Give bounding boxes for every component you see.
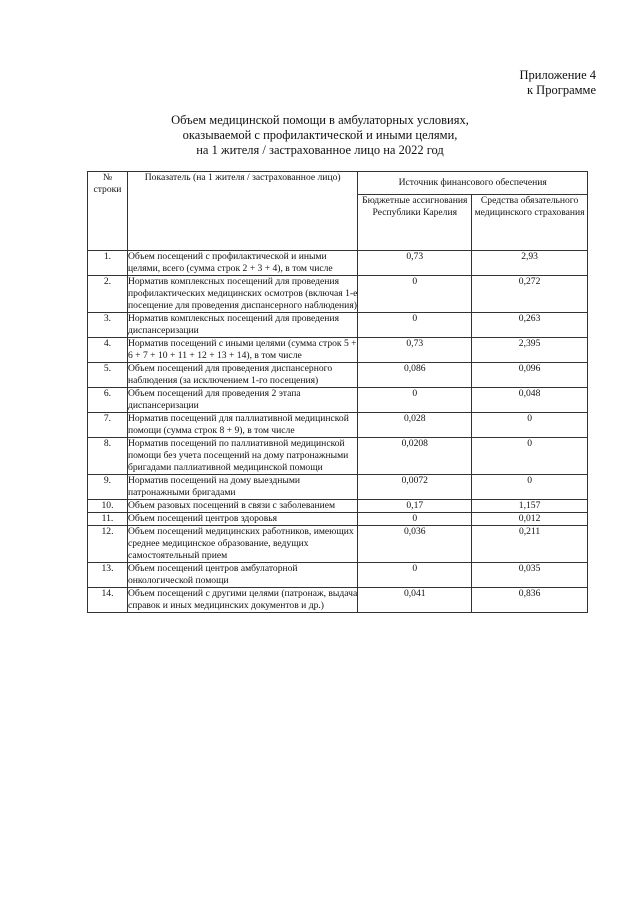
row-indicator: Объем посещений центров амбулаторной онкологической помощи (127, 563, 357, 588)
table-row (88, 438, 588, 475)
row-number: 6. (88, 388, 128, 413)
row-budget-value: 0 (358, 388, 472, 413)
row-indicator: Объем посещений для проведения диспансерного наблюдения (за исключением 1-го посещения) (127, 363, 357, 388)
row-budget-value: 0,17 (358, 500, 472, 513)
row-oms-value: 0,211 (472, 526, 588, 563)
row-oms-value: 0 (472, 475, 588, 500)
row-number: 5. (88, 363, 128, 388)
title-line-2: оказываемой с профилактической и иными целями, (182, 128, 458, 142)
row-budget-value: 0,086 (358, 363, 472, 388)
row-number: 13. (88, 563, 128, 588)
row-number: 10. (88, 500, 128, 513)
row-budget-value: 0,73 (358, 338, 472, 363)
row-oms-value: 0,012 (472, 513, 588, 526)
row-budget-value: 0 (358, 513, 472, 526)
row-oms-value: 0,096 (472, 363, 588, 388)
header-row-number: № строки (88, 172, 128, 251)
appendix-line-2: к Программе (526, 83, 596, 97)
table-row (88, 475, 588, 500)
table-row (88, 513, 588, 526)
row-budget-value: 0,0208 (358, 438, 472, 475)
row-number: 7. (88, 413, 128, 438)
row-number: 2. (88, 276, 128, 313)
row-number: 4. (88, 338, 128, 363)
row-indicator: Норматив комплексных посещений для проведения профилактических медицинских осмотров (включая 1-е посещение для проведения диспансерного наблюдения) (127, 276, 358, 311)
table-row (88, 313, 588, 338)
document-title (0, 113, 640, 158)
row-oms-value: 0 (472, 438, 588, 475)
table-row (88, 500, 588, 513)
row-budget-value: 0 (358, 313, 472, 338)
table-header (88, 172, 588, 251)
row-number: 3. (88, 313, 128, 338)
row-budget-value: 0,041 (358, 588, 472, 613)
row-indicator: Объем посещений медицинских работников, имеющих среднее медицинское образование, ведущих самостоятельный прием (127, 526, 357, 563)
header-oms: Средства обязательного медицинского страхования (472, 195, 588, 251)
row-budget-value: 0,0072 (358, 475, 472, 500)
row-budget-value: 0,73 (358, 251, 472, 276)
row-indicator: Норматив посещений для паллиативной медицинской помощи (сумма строк 8 + 9), в том числе (127, 413, 357, 438)
row-number: 9. (88, 475, 128, 500)
row-budget-value: 0 (358, 563, 472, 588)
row-number: 1. (88, 251, 128, 276)
row-oms-value: 0,048 (472, 388, 588, 413)
row-oms-value: 1,157 (472, 500, 588, 513)
row-indicator: Норматив посещений на дому выездными патронажными бригадами (127, 475, 357, 500)
row-indicator: Объем посещений для проведения 2 этапа диспансеризации (127, 388, 357, 413)
row-oms-value: 2,93 (472, 251, 588, 276)
table-body (88, 251, 588, 613)
row-budget-value: 0,028 (358, 413, 472, 438)
row-oms-value: 0,035 (472, 563, 588, 588)
row-number: 8. (88, 438, 128, 475)
row-number: 14. (88, 588, 128, 613)
row-indicator: Объем посещений центров здоровья (127, 513, 357, 526)
header-budget: Бюджетные ассигнования Республики Карелия (358, 195, 472, 251)
row-oms-value: 0,272 (472, 276, 588, 313)
row-number: 11. (88, 513, 128, 526)
table-row (88, 413, 588, 438)
row-oms-value: 0,263 (472, 313, 588, 338)
row-indicator: Объем посещений с профилактической и иными целями, всего (сумма строк 2 + 3 + 4), в том числе (127, 251, 357, 276)
row-oms-value: 0,836 (472, 588, 588, 613)
title-line-3: на 1 жителя / застрахованное лицо на 2022 год (196, 143, 444, 157)
row-indicator: Объем посещений с другими целями (патронаж, выдача справок и иных медицинских документов и др.) (127, 588, 358, 611)
appendix-line-1: Приложение 4 (519, 68, 596, 82)
table-row (88, 588, 588, 613)
row-budget-value: 0 (358, 276, 472, 313)
table-row (88, 388, 588, 413)
row-indicator: Объем разовых посещений в связи с заболеванием (127, 500, 357, 513)
table-row (88, 276, 588, 313)
row-indicator: Норматив посещений с иными целями (сумма строк 5 + 6 + 7 + 10 + 11 + 12 + 13 + 14), в том числе (127, 338, 357, 361)
row-indicator: Норматив комплексных посещений для проведения диспансеризации (127, 313, 357, 338)
table-row (88, 363, 588, 388)
header-funding-source: Источник финансового обеспечения (358, 172, 588, 195)
row-oms-value: 0 (472, 413, 588, 438)
volume-table (87, 171, 588, 613)
row-indicator: Норматив посещений по паллиативной медицинской помощи без учета посещений на дому патронажными бригадами паллиативной медицинской помощи (127, 438, 357, 475)
row-budget-value: 0,036 (358, 526, 472, 563)
appendix-reference (520, 68, 596, 98)
table-row (88, 251, 588, 276)
title-line-1: Объем медицинской помощи в амбулаторных условиях, (171, 113, 469, 127)
table-row (88, 338, 588, 363)
table-row (88, 563, 588, 588)
table-row (88, 526, 588, 563)
row-oms-value: 2,395 (472, 338, 588, 363)
row-number: 12. (88, 526, 128, 563)
header-indicator: Показатель (на 1 жителя / застрахованное лицо) (127, 172, 357, 251)
